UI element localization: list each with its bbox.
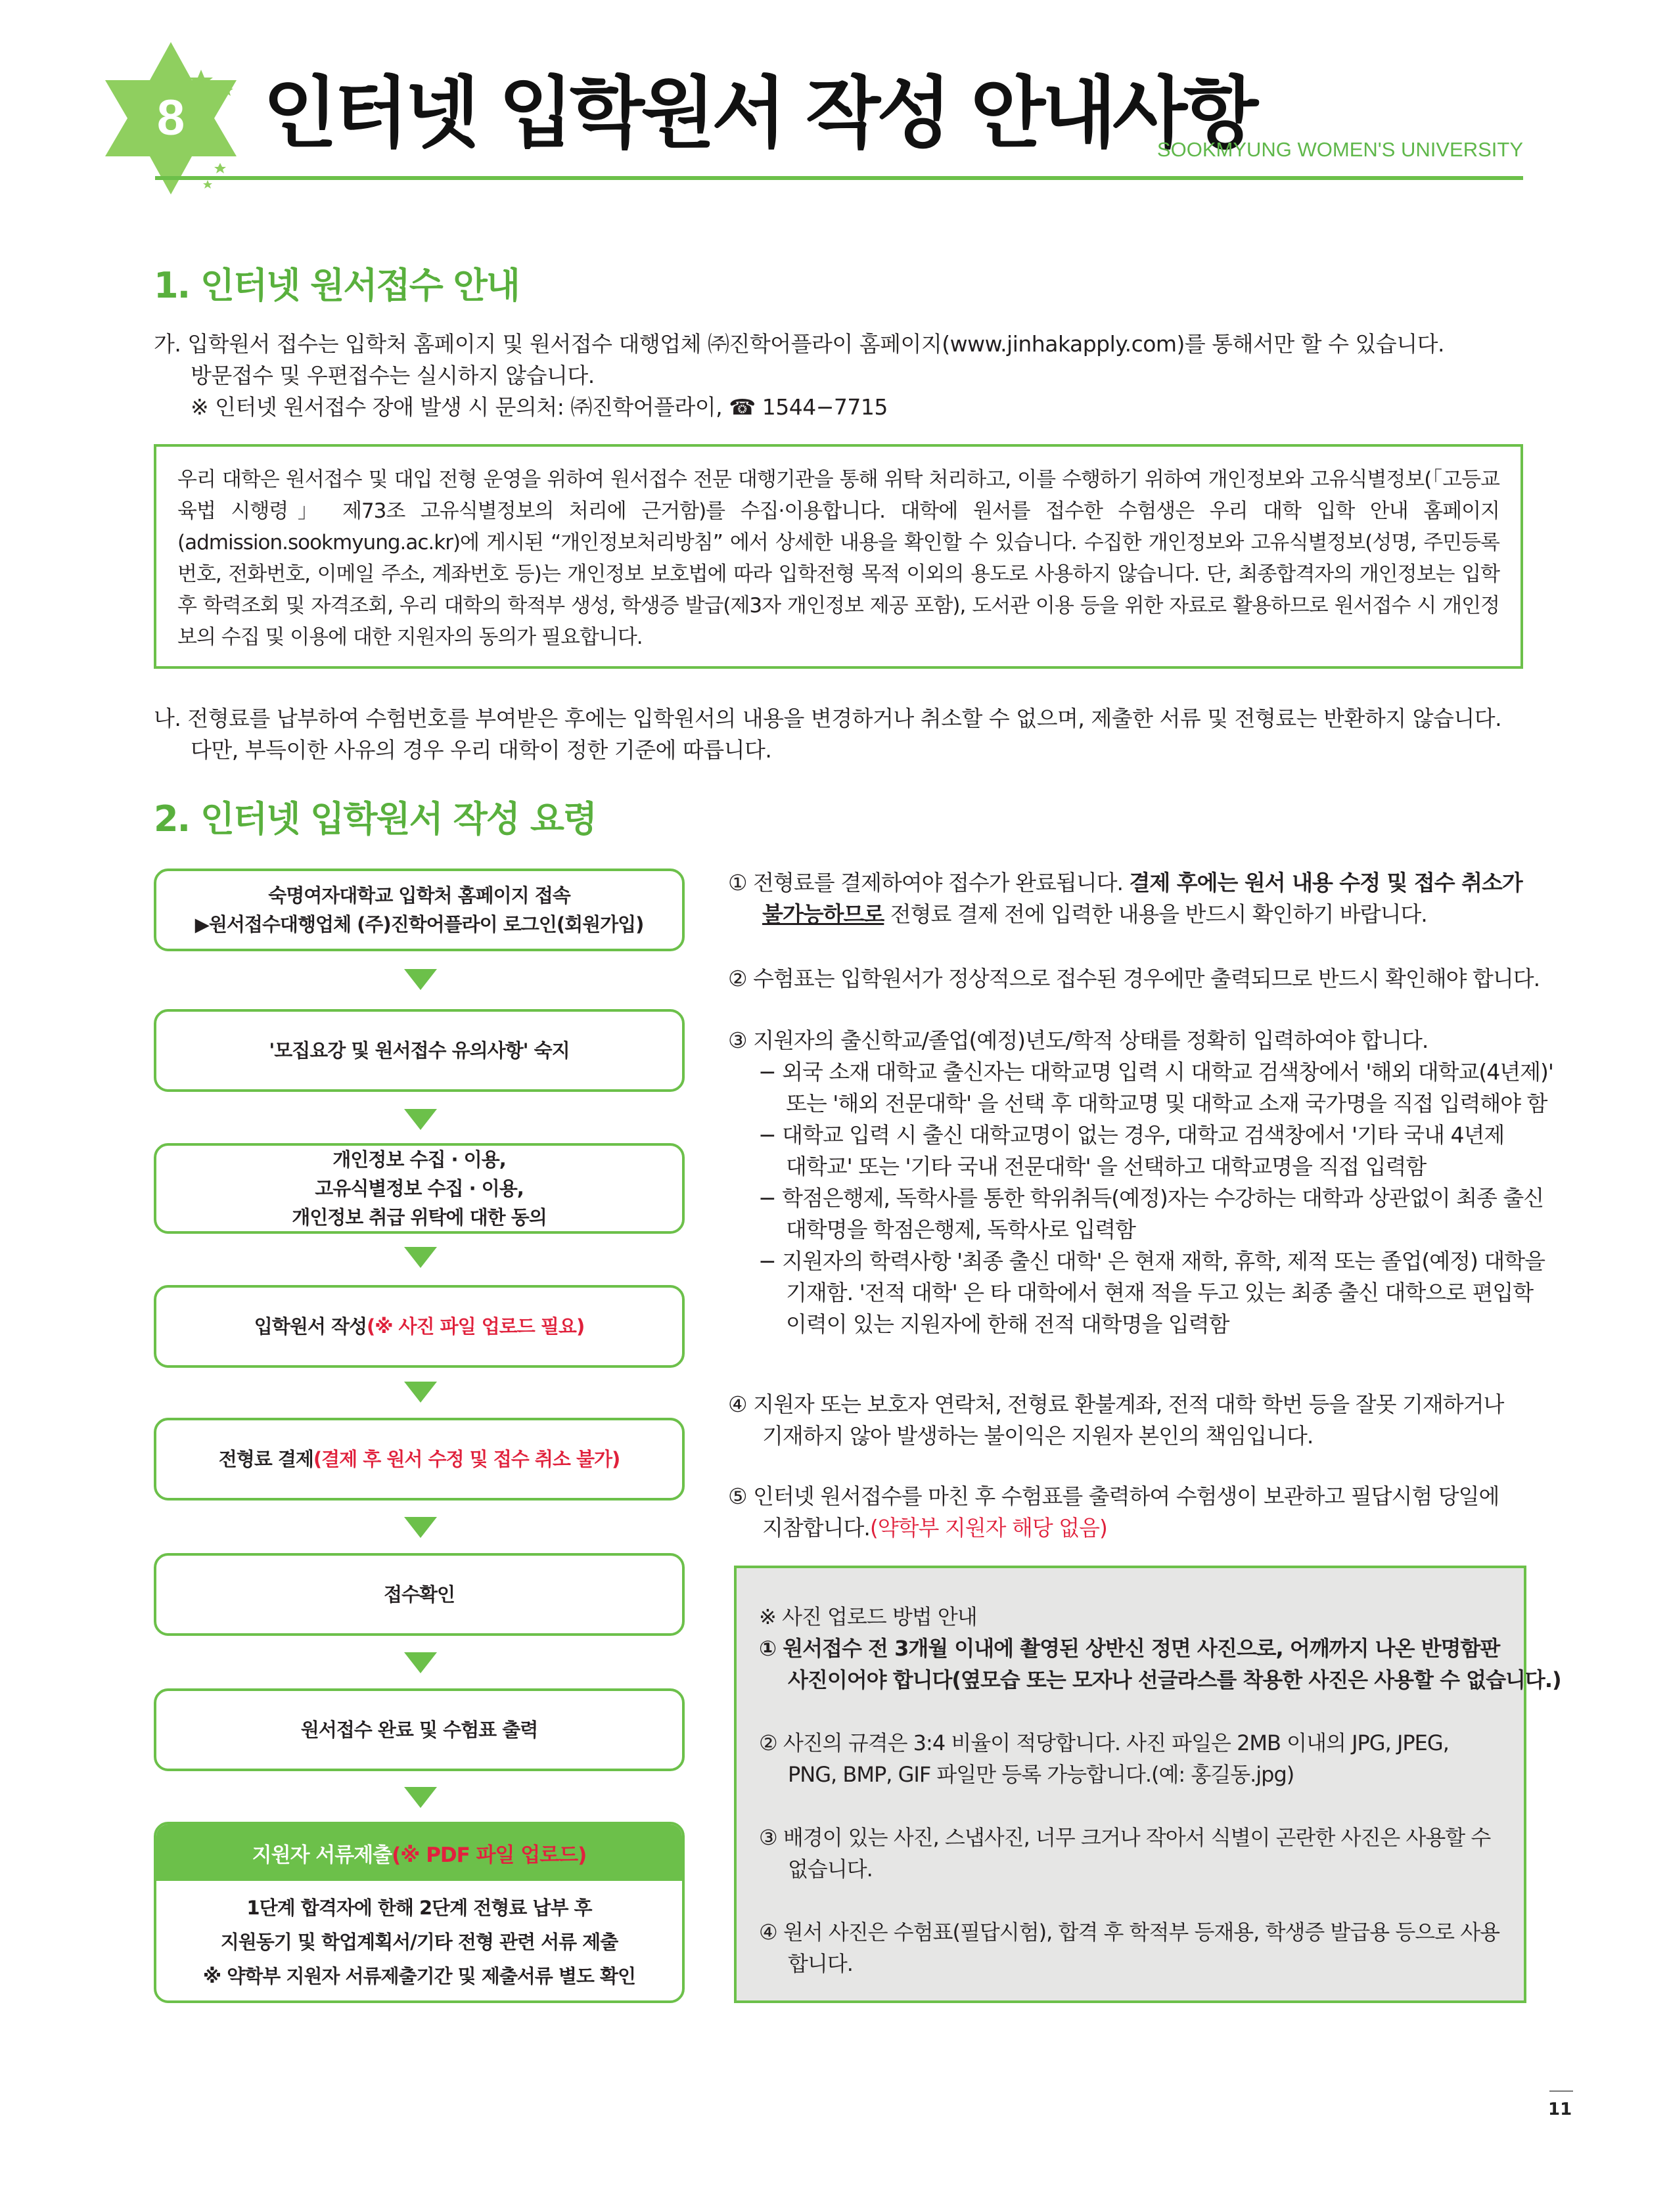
photo-guide-3-cont: 없습니다. bbox=[788, 1857, 873, 1882]
note-3-sub4: − 지원자의 학력사항 '최종 출신 대학' 은 현재 재학, 휴학, 제적 또는 졸업(예정) 대학을 bbox=[758, 1248, 1545, 1274]
flow-step-guide bbox=[154, 1009, 685, 1092]
section-1-title: 1. 인터넷 원서접수 안내 bbox=[154, 265, 519, 306]
note-3-main: ③ 지원자의 출신학교/졸업(예정)년도/학적 상태를 정확히 입력하여야 합니다. bbox=[728, 1027, 1429, 1053]
note-3-sub1: − 외국 소재 대학교 출신자는 대학교명 입력 시 대학교 검색창에서 '해외 대학교(4년제)' bbox=[758, 1059, 1553, 1085]
header-divider bbox=[155, 176, 1523, 180]
flow-step-application bbox=[154, 1285, 685, 1368]
flow-step-consent-line2: 고유식별정보 수집 · 이용, bbox=[315, 1177, 524, 1200]
page-number: 11 bbox=[1548, 2100, 1572, 2119]
note-3-sub4-cont2: 이력이 있는 지원자에 한해 전적 대학명을 입력함 bbox=[786, 1311, 1229, 1337]
flow-step-print bbox=[154, 1688, 685, 1771]
note-5 bbox=[728, 1481, 1499, 1544]
note-2: ② 수험표는 입학원서가 정상적으로 접수된 경우에만 출력되므로 반드시 확인해야 합니다. bbox=[728, 966, 1540, 991]
photo-guide-title: ※ 사진 업로드 방법 안내 bbox=[759, 1604, 977, 1629]
flow-arrow-icon bbox=[404, 1652, 437, 1673]
flow-step-documents-body bbox=[156, 1881, 682, 2003]
flow-arrow-icon bbox=[404, 1787, 437, 1808]
photo-upload-guide-box bbox=[734, 1566, 1561, 2003]
flow-step-consent bbox=[154, 1143, 685, 1234]
flow-step-documents bbox=[154, 1822, 685, 2003]
page-title: 인터넷 입학원서 작성 안내사항 bbox=[263, 68, 1255, 158]
note-4 bbox=[728, 1389, 1503, 1452]
note-3-sub2: − 대학교 입력 시 출신 대학교명이 없는 경우, 대학교 검색창에서 '기타 국내 4년제 bbox=[758, 1122, 1505, 1148]
note-3-sub3: − 학점은행제, 독학사를 통한 학위취득(예정)자는 수강하는 대학과 상관없이 최종 출신 bbox=[758, 1185, 1544, 1211]
flow-step-application-label: 입학원서 작성 bbox=[254, 1315, 367, 1338]
photo-guide-1-cont: 사진이어야 합니다(옆모습 또는 모자나 선글라스를 착용한 사진은 사용할 수 없습니다.) bbox=[788, 1667, 1561, 1692]
flow-step-documents-label: 지원자 서류제출 bbox=[252, 1843, 392, 1867]
flow-arrow-icon bbox=[404, 1109, 437, 1130]
note-4-line1: ④ 지원자 또는 보호자 연락처, 전형료 환불계좌, 전적 대학 학번 등을 잘못 기재하거나 bbox=[728, 1391, 1504, 1417]
flow-step-documents-header bbox=[156, 1824, 682, 1881]
photo-guide-3: ③ 배경이 있는 사진, 스냅사진, 너무 크거나 작아서 식별이 곤란한 사진은 사용할 수 bbox=[759, 1825, 1491, 1850]
section-number: 8 bbox=[156, 90, 185, 146]
ga-line-3: ※ 인터넷 원서접수 장애 발생 시 문의처: ㈜진학어플라이, ☎ 1544−7715 bbox=[191, 394, 888, 420]
flow-step-documents-line2: 지원동기 및 학업계획서/기타 전형 관련 서류 제출 bbox=[220, 1931, 618, 1953]
flow-step-application-note: (※ 사진 파일 업로드 필요) bbox=[366, 1315, 585, 1338]
ga-line-1: 가. 입학원서 접수는 입학처 홈페이지 및 원서접수 대행업체 ㈜진학어플라이 홈페이지(www.jinhakapply.com)를 통해서만 할 수 있습니다. bbox=[154, 331, 1445, 357]
note-1-text: ① 전형료를 결제하여야 접수가 완료됩니다. bbox=[728, 870, 1130, 895]
flow-step-homepage-line2: ▶원서접수대행업체 (주)진학어플라이 로그인(회원가입) bbox=[194, 913, 644, 936]
flow-step-documents-line3: ※ 약학부 지원자 서류제출기간 및 제출서류 별도 확인 bbox=[202, 1965, 636, 1987]
page-number-rule bbox=[1549, 2090, 1573, 2092]
flow-step-payment-label: 전형료 결제 bbox=[218, 1448, 313, 1470]
flow-step-documents-note: (※ PDF 파일 업로드) bbox=[392, 1843, 587, 1867]
photo-guide-1: ① 원서접수 전 3개월 이내에 촬영된 상반신 정면 사진으로, 어깨까지 나온 반명함판 bbox=[759, 1636, 1500, 1661]
ga-line-2: 방문접수 및 우편접수는 실시하지 않습니다. bbox=[191, 363, 595, 388]
note-5-line2: 지참합니다. bbox=[762, 1515, 870, 1541]
note-1-bold: 결제 후에는 원서 내용 수정 및 접수 취소가 bbox=[1129, 870, 1522, 895]
note-3-sub2-cont: 대학교' 또는 '기타 국내 전문대학' 을 선택하고 대학교명을 직접 입력함 bbox=[786, 1154, 1427, 1179]
flow-step-print-label: 원서접수 완료 및 수험표 출력 bbox=[300, 1719, 538, 1741]
note-3-sub1-cont: 또는 '해외 전문대학' 을 선택 후 대학교명 및 대학교 소재 국가명을 직접 입력해야 함 bbox=[786, 1091, 1547, 1116]
flow-arrow-icon bbox=[404, 1247, 437, 1268]
flow-step-payment-note: (결제 후 원서 수정 및 접수 취소 불가) bbox=[313, 1448, 620, 1470]
note-3-sub4-cont: 기재함. '전적 대학' 은 타 대학에서 현재 적을 두고 있는 최종 출신 대학으로 편입학 bbox=[786, 1280, 1534, 1305]
privacy-notice-text: 우리 대학은 원서접수 및 대입 전형 운영을 위하여 원서접수 전문 대행기관을 통해 위탁 처리하고, 이를 수행하기 위하여 개인정보와 고유식별정보(「고등교육법 시행령」 제73조 고유식별정보의 처리에 근거함)를 수집·이용합니다. 대학에 원서를 접수한 수험생은 우리 대학 입학 안내 홈페이지(admission.sookmyung.ac.kr)에 게시된 “개인정보처리방침” 에서 상세한 내용을 확인할 수 있습니다. 수집한 개인정보와 고유식별정보(성명, 주민등록번호, 전화번호, 이메일 주소, 계좌번호 등)는 개인정보 보호법에 따라 입학전형 목적 이외의 용도로 사용하지 않습니다. 단, 최종합격자의 개인정보는 입학 후 학력조회 및 자격조회, 우리 대학의 학적부 생성, 학생증 발급(제3자 개인정보 제공 포함), 도서관 이용 등을 위한 자료로 활용하므로 원서접수 시 개인정보의 수집 및 이용에 대한 지원자의 동의가 필요합니다. bbox=[177, 468, 1499, 649]
photo-guide-2-cont: PNG, BMP, GIF 파일만 등록 가능합니다.(예: 홍길동.jpg) bbox=[788, 1762, 1294, 1787]
photo-guide-4-cont: 합니다. bbox=[788, 1951, 853, 1976]
flow-step-consent-line3: 개인정보 취급 위탁에 대한 동의 bbox=[292, 1206, 547, 1229]
note-3-sub3-cont: 대학명을 학점은행제, 독학사로 입력함 bbox=[786, 1217, 1136, 1242]
flow-step-confirm bbox=[154, 1553, 685, 1636]
flow-step-consent-line1: 개인정보 수집 · 이용, bbox=[332, 1148, 506, 1171]
privacy-notice-box bbox=[154, 444, 1523, 669]
flow-step-confirm-label: 접수확인 bbox=[383, 1583, 455, 1606]
flow-arrow-icon bbox=[404, 969, 437, 990]
flow-step-homepage bbox=[154, 869, 685, 951]
note-5-red: (약학부 지원자 해당 없음) bbox=[869, 1515, 1107, 1541]
flow-arrow-icon bbox=[404, 1517, 437, 1538]
star-badge-icon bbox=[92, 39, 250, 197]
note-5-line1: ⑤ 인터넷 원서접수를 마친 후 수험표를 출력하여 수험생이 보관하고 필답시험 당일에 bbox=[728, 1483, 1499, 1509]
university-name: SOOKMYUNG WOMEN'S UNIVERSITY bbox=[1156, 138, 1523, 161]
flow-step-payment bbox=[154, 1418, 685, 1501]
photo-guide-4: ④ 원서 사진은 수험표(필답시험), 합격 후 학적부 등재용, 학생증 발급용 등으로 사용 bbox=[759, 1920, 1500, 1945]
note-3 bbox=[728, 1025, 1553, 1340]
photo-guide-2: ② 사진의 규격은 3:4 비율이 적당합니다. 사진 파일은 2MB 이내의 JPG, JPEG, bbox=[759, 1730, 1449, 1755]
note-4-line2: 기재하지 않아 발생하는 불이익은 지원자 본인의 책임입니다. bbox=[762, 1423, 1314, 1449]
flow-step-homepage-line1: 숙명여자대학교 입학처 홈페이지 접속 bbox=[268, 884, 570, 907]
na-line-1: 나. 전형료를 납부하여 수험번호를 부여받은 후에는 입학원서의 내용을 변경하거나 취소할 수 없으며, 제출한 서류 및 전형료는 반환하지 않습니다. bbox=[154, 706, 1502, 731]
flow-arrow-icon bbox=[404, 1382, 437, 1403]
flow-step-documents-line1: 1단계 합격자에 한해 2단계 전형료 납부 후 bbox=[246, 1897, 592, 1919]
note-1-underline: 불가능하므로 bbox=[762, 901, 884, 927]
note-1 bbox=[728, 867, 1522, 930]
section-2-title: 2. 인터넷 입학원서 작성 요령 bbox=[154, 798, 597, 840]
flow-step-guide-label: '모집요강 및 원서접수 유의사항' 숙지 bbox=[269, 1039, 570, 1062]
na-line-2: 다만, 부득이한 사유의 경우 우리 대학이 정한 기준에 따릅니다. bbox=[191, 737, 772, 763]
note-1-rest: 전형료 결제 전에 입력한 내용을 반드시 확인하기 바랍니다. bbox=[884, 901, 1427, 927]
